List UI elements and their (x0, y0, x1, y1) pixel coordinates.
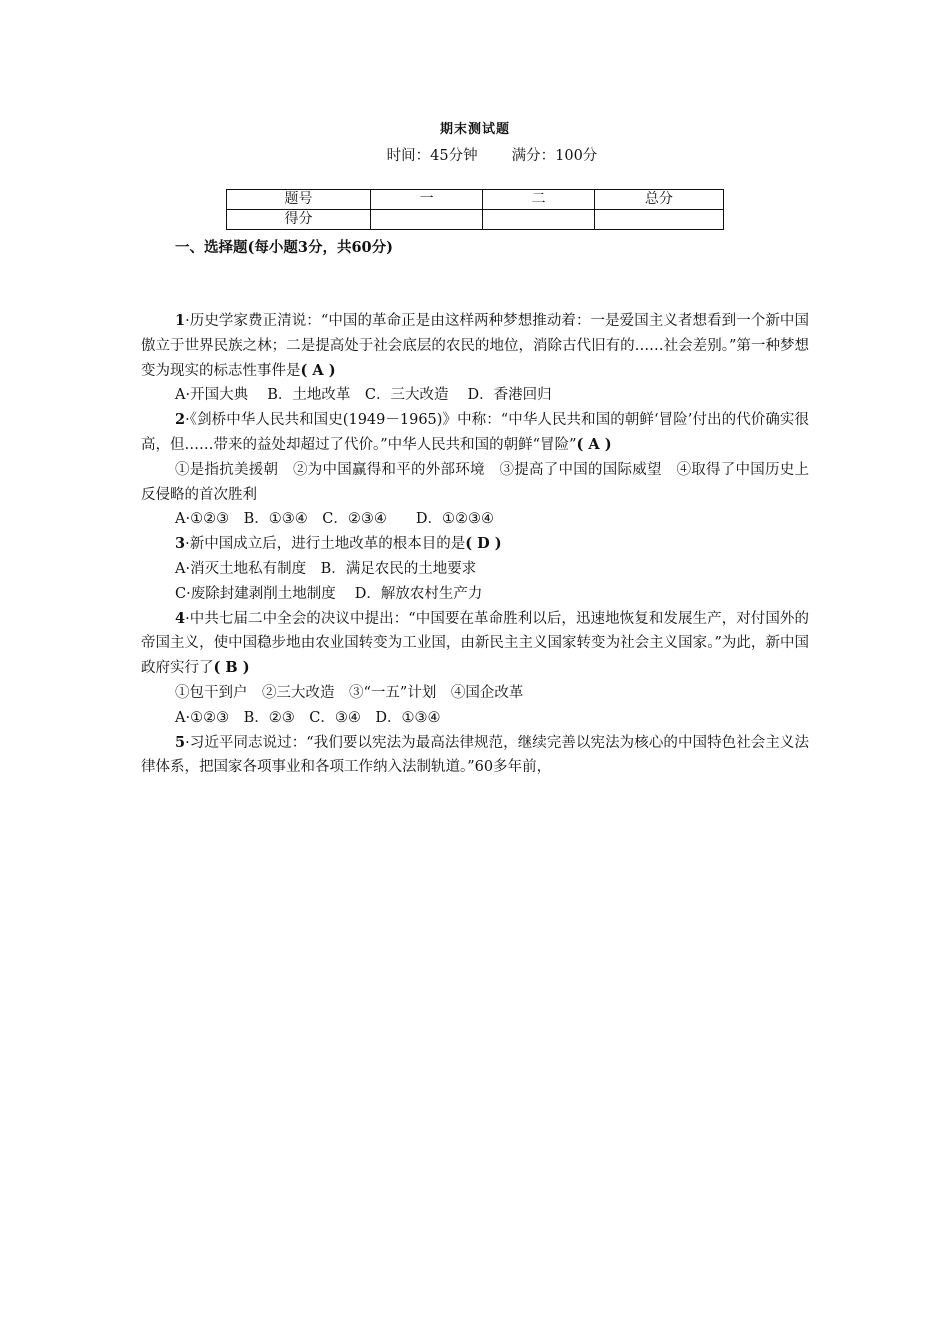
score-table-cell: 得分 (227, 210, 371, 230)
score-table-cell: 题号 (227, 190, 371, 210)
score-table-cell: 二 (483, 190, 594, 210)
question-answer: ( A ) (300, 361, 336, 379)
question-stem: ·中共七届二中全会的决议中提出：“中国要在革命胜利以后，迅速地恢复和发展生产，对付国外的帝国主义，使中国稳步地由农业国转变为工业国，由新民主主义国家转变为社会主义国家。”为此，新中国政府实行了 (141, 610, 809, 677)
question-3 (141, 532, 809, 557)
page-title: 期末测试题 (439, 122, 510, 137)
exam-info (0, 144, 950, 165)
question-list (141, 309, 809, 780)
question-number: 3 (175, 535, 186, 553)
question-3-options-line1: A·消灭土地私有制度 B．满足农民的土地要求 (175, 560, 477, 577)
question-number: 5 (175, 733, 186, 751)
question-1-options: A·开国大典 B．土地改革 C．三大改造 D．香港回归 (175, 387, 552, 404)
question-number: 2 (175, 411, 186, 429)
question-answer: ( B ) (213, 659, 250, 677)
question-4-options: A·①②③ B．②③ C．③④ D．①③④ (175, 709, 441, 726)
section-heading: 一、选择题(每小题3分，共60分) (175, 239, 393, 256)
question-4-items: ①包干到户 ②三大改造 ③“一五”计划 ④国企改革 (175, 684, 524, 701)
question-4 (141, 607, 809, 681)
score-input-cell (594, 210, 723, 230)
score-table-cell: 一 (371, 190, 483, 210)
question-answer: ( A ) (576, 435, 612, 453)
question-1 (141, 309, 809, 383)
question-number: 4 (175, 609, 186, 627)
question-stem: ·习近平同志说过：“我们要以宪法为最高法律规范，继续完善以宪法为核心的中国特色社会主义法律体系，把国家各项事业和各项工作纳入法制轨道。”60多年前， (141, 734, 809, 776)
exam-full-score: 满分：100分 (511, 148, 598, 164)
score-table-cell: 总分 (594, 190, 723, 210)
question-number: 1 (175, 312, 186, 329)
score-table (226, 189, 724, 230)
score-input-cell (483, 210, 594, 230)
score-table-score-row (227, 210, 724, 230)
score-input-cell (371, 210, 483, 230)
exam-time: 时间：45分钟 (386, 148, 478, 164)
question-answer: ( D ) (465, 535, 502, 553)
score-table-header-row (227, 190, 724, 210)
question-stem: ·《剑桥中华人民共和国史(1949－1965)》中称：“中华人民共和国的朝鲜‘冒险’付出的代价确实很高，但……带来的益处却超过了代价。”中华人民共和国的朝鲜“冒险” (141, 412, 809, 453)
question-2 (141, 408, 809, 458)
question-stem: ·历史学家费正清说：“中国的革命正是由这样两种梦想推动着：一是爱国主义者想看到一个新中国傲立于世界民族之林；二是提高处于社会底层的农民的地位，消除古代旧有的……社会差别。”第一种梦想变为现实的标志性事件是 (141, 313, 809, 379)
question-5 (141, 731, 809, 781)
question-2-options: A·①②③ B．①③④ C．②③④ D．①②③④ (175, 511, 494, 528)
question-2-items: ①是指抗美援朝 ②为中国赢得和平的外部环境 ③提高了中国的国际威望 ④取得了中国历史上反侵略的首次胜利 (141, 461, 809, 503)
question-3-options-line2: C·废除封建剥削土地制度 D．解放农村生产力 (175, 585, 483, 602)
question-stem: ·新中国成立后，进行土地改革的根本目的是 (185, 536, 466, 553)
